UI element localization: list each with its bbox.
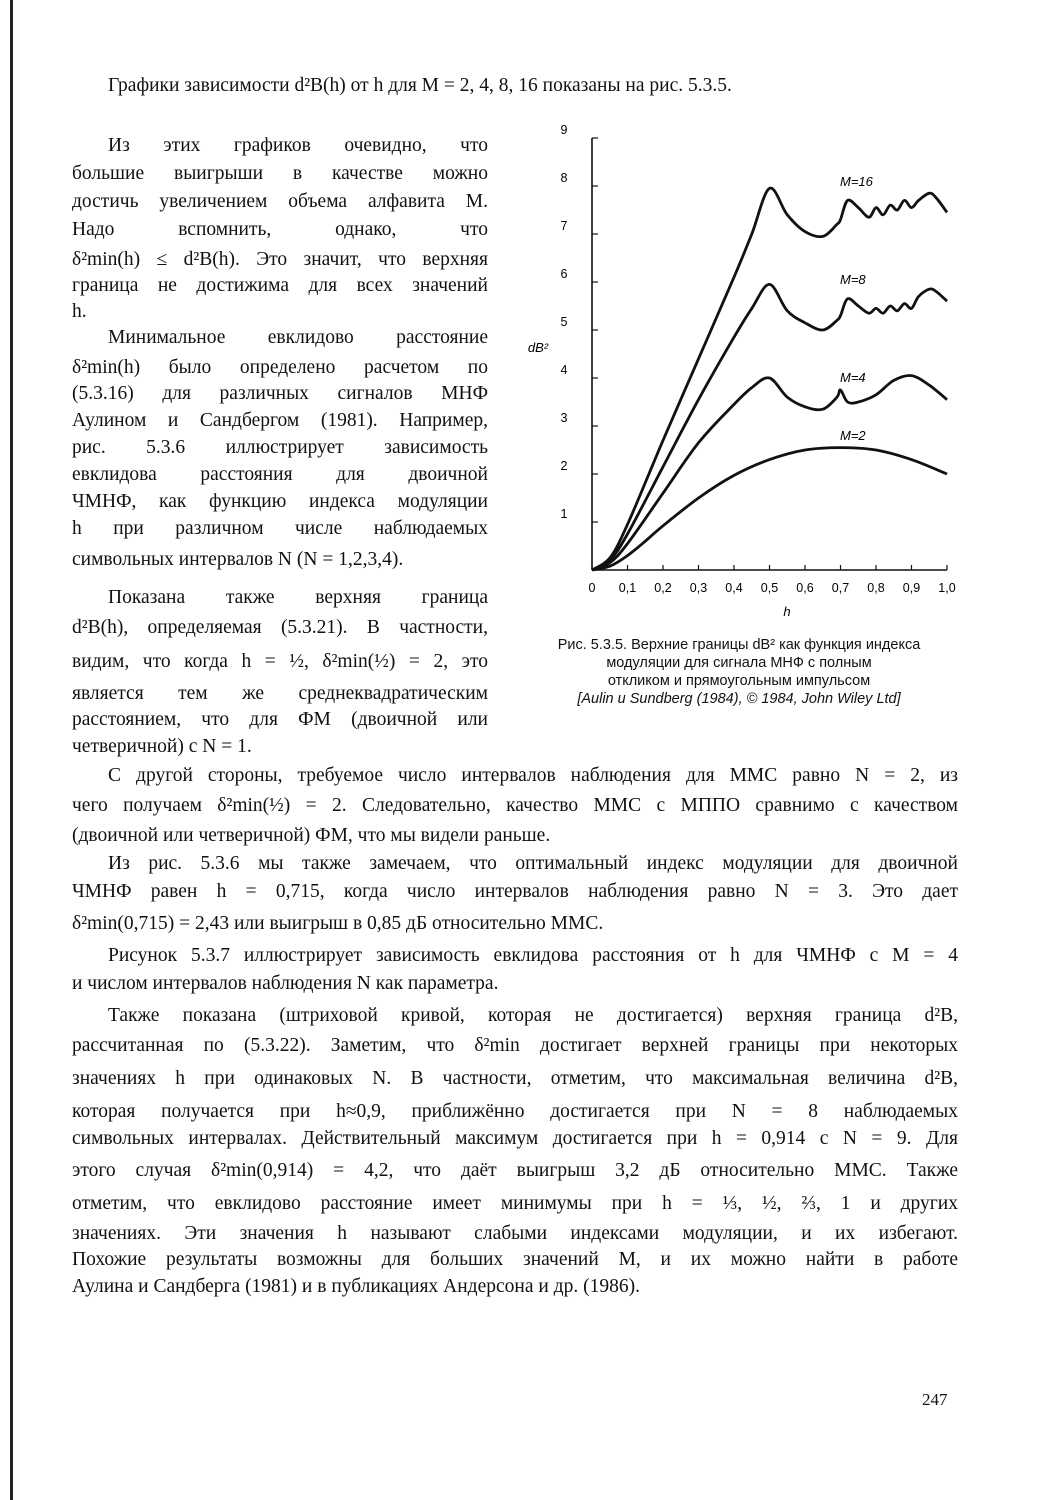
x-tick-label: 0,3 bbox=[689, 581, 708, 595]
figure-chart bbox=[520, 120, 970, 625]
x-tick-label: 0,4 bbox=[725, 581, 743, 595]
col-line: четверичной) с N = 1. bbox=[72, 736, 252, 757]
col-line: Аулином и Сандбергом (1981). Например, bbox=[72, 410, 488, 431]
series-line-m2 bbox=[592, 448, 947, 570]
col-line: Надо вспомнить, однако, что bbox=[72, 219, 488, 240]
x-tick-label: 0,6 bbox=[796, 581, 814, 595]
chart-x-label: h bbox=[783, 604, 791, 619]
body-line: Также показана (штриховой кривой, которая не достигается) верхняя граница d²B, bbox=[108, 1005, 958, 1026]
chart-ticks bbox=[561, 123, 956, 595]
caption-line: модуляции для сигнала МНФ с полным bbox=[606, 655, 872, 671]
body-line: рассчитанная по (5.3.22). Заметим, что δ²min достигает верхней границы при некоторых bbox=[72, 1035, 958, 1056]
body-line: ЧМНФ равен h = 0,715, когда число интервалов наблюдения равно N = 3. Это дает bbox=[72, 881, 958, 902]
body-line: δ²min(0,715) = 2,43 или выигрыш в 0,85 дБ относительно ММС. bbox=[72, 913, 604, 934]
x-tick-label: 0,5 bbox=[760, 581, 779, 595]
col-line: является тем же среднеквадратическим bbox=[72, 683, 488, 704]
col-line: граница не достижима для всех значений bbox=[72, 275, 488, 296]
col-line: евклидова расстояния для двоичной bbox=[72, 464, 488, 485]
y-tick-label: 7 bbox=[560, 219, 568, 233]
x-tick-label: 0 bbox=[588, 581, 596, 595]
body-line: Из рис. 5.3.6 мы также замечаем, что оптимальный индекс модуляции для двоичной bbox=[108, 853, 958, 874]
chart-y-label: dB² bbox=[527, 340, 549, 355]
y-tick-label: 9 bbox=[560, 123, 568, 137]
x-tick-label: 0,2 bbox=[654, 581, 672, 595]
col-line: Минимальное евклидово расстояние bbox=[108, 327, 488, 348]
y-tick-label: 5 bbox=[560, 315, 568, 329]
intro-line: Графики зависимости d²B(h) от h для M = 2, 4, 8, 16 показаны на рис. 5.3.5. bbox=[108, 75, 732, 96]
x-tick-label: 0,1 bbox=[618, 581, 637, 595]
body-line: которая получается при h≈0,9, приближённо достигается при N = 8 наблюдаемых bbox=[72, 1101, 958, 1122]
caption-line: Рис. 5.3.5. Верхние границы dB² как функция индекса bbox=[557, 637, 921, 653]
series-label-m8: M=8 bbox=[840, 272, 866, 287]
series-label-m2: M=2 bbox=[840, 428, 866, 443]
col-line: (5.3.16) для различных сигналов МНФ bbox=[72, 383, 488, 404]
y-tick-label: 1 bbox=[560, 507, 568, 521]
col-line: рис. 5.3.6 иллюстрирует зависимость bbox=[72, 437, 488, 458]
y-tick-label: 8 bbox=[560, 171, 568, 185]
figure-caption bbox=[516, 636, 962, 708]
body-line: значениях. Эти значения h называют слабыми индексами модуляции, и их избегают. bbox=[72, 1223, 958, 1244]
caption-source: [Aulin и Sundberg (1984), © 1984, John Wiley Ltd] bbox=[577, 691, 901, 707]
body-line: и числом интервалов наблюдения N как параметра. bbox=[72, 973, 499, 994]
col-line: ЧМНФ, как функцию индекса модуляции bbox=[72, 491, 488, 512]
x-tick-label: 1,0 bbox=[938, 581, 956, 595]
chart-axes bbox=[592, 138, 947, 570]
col-line: d²B(h), определяемая (5.3.21). В частности, bbox=[72, 617, 488, 638]
body-line: этого случая δ²min(0,914) = 4,2, что даёт выигрыш 3,2 дБ относительно ММС. Также bbox=[72, 1160, 958, 1181]
col-line: расстоянием, что для ФМ (двоичной или bbox=[72, 709, 488, 730]
body-line: Аулина и Сандберга (1981) и в публикациях Андерсона и др. (1986). bbox=[72, 1276, 640, 1297]
x-tick-label: 0,7 bbox=[831, 581, 850, 595]
col-line: достичь увеличением объема алфавита M. bbox=[72, 191, 488, 212]
col-line: h при различном числе наблюдаемых bbox=[72, 518, 488, 539]
body-line: (двоичной или четверичной) ФМ, что мы видели раньше. bbox=[72, 825, 551, 846]
col-line: δ²min(h) ≤ d²B(h). Это значит, что верхняя bbox=[72, 249, 488, 270]
body-line: значениях h при одинаковых N. В частности, отметим, что максимальная величина d²B, bbox=[72, 1068, 958, 1089]
col-line: символьных интервалов N (N = 1,2,3,4). bbox=[72, 549, 404, 570]
body-line: отметим, что евклидово расстояние имеет минимумы при h = ⅓, ½, ⅔, 1 и других bbox=[72, 1193, 958, 1214]
chart-series-group bbox=[592, 188, 947, 570]
body-line: Рисунок 5.3.7 иллюстрирует зависимость евклидова расстояния от h для ЧМНФ с M = 4 bbox=[108, 945, 958, 966]
col-line: Показана также верхняя граница bbox=[108, 587, 488, 608]
body-line: С другой стороны, требуемое число интервалов наблюдения для ММС равно N = 2, из bbox=[108, 765, 958, 786]
caption-line: откликом и прямоугольным импульсом bbox=[607, 673, 871, 689]
series-label-m4: M=4 bbox=[840, 370, 866, 385]
y-tick-label: 3 bbox=[560, 411, 568, 425]
col-line: большие выигрыши в качестве можно bbox=[72, 163, 488, 184]
col-line: h. bbox=[72, 301, 87, 322]
y-tick-label: 2 bbox=[560, 459, 568, 473]
body-line: Похожие результаты возможны для больших значений M, и их можно найти в работе bbox=[72, 1249, 958, 1270]
x-tick-label: 0,8 bbox=[867, 581, 885, 595]
body-line: чего получаем δ²min(½) = 2. Следовательно, качество ММС с МППО сравнимо с качеством bbox=[72, 795, 958, 816]
col-line: видим, что когда h = ½, δ²min(½) = 2, это bbox=[72, 651, 488, 672]
col-line: δ²min(h) было определено расчетом по bbox=[72, 357, 488, 378]
series-label-m16: M=16 bbox=[840, 174, 873, 189]
col-line: Из этих графиков очевидно, что bbox=[108, 135, 488, 156]
body-line: символьных интервалах. Действительный максимум достигается при h = 0,914 с N = 9. Для bbox=[72, 1128, 958, 1149]
series-line-m8 bbox=[592, 284, 947, 570]
y-tick-label: 4 bbox=[560, 363, 568, 377]
page-number: 247 bbox=[922, 1390, 948, 1409]
x-tick-label: 0,9 bbox=[902, 581, 921, 595]
y-tick-label: 6 bbox=[560, 267, 568, 281]
page-edge bbox=[10, 0, 13, 1500]
